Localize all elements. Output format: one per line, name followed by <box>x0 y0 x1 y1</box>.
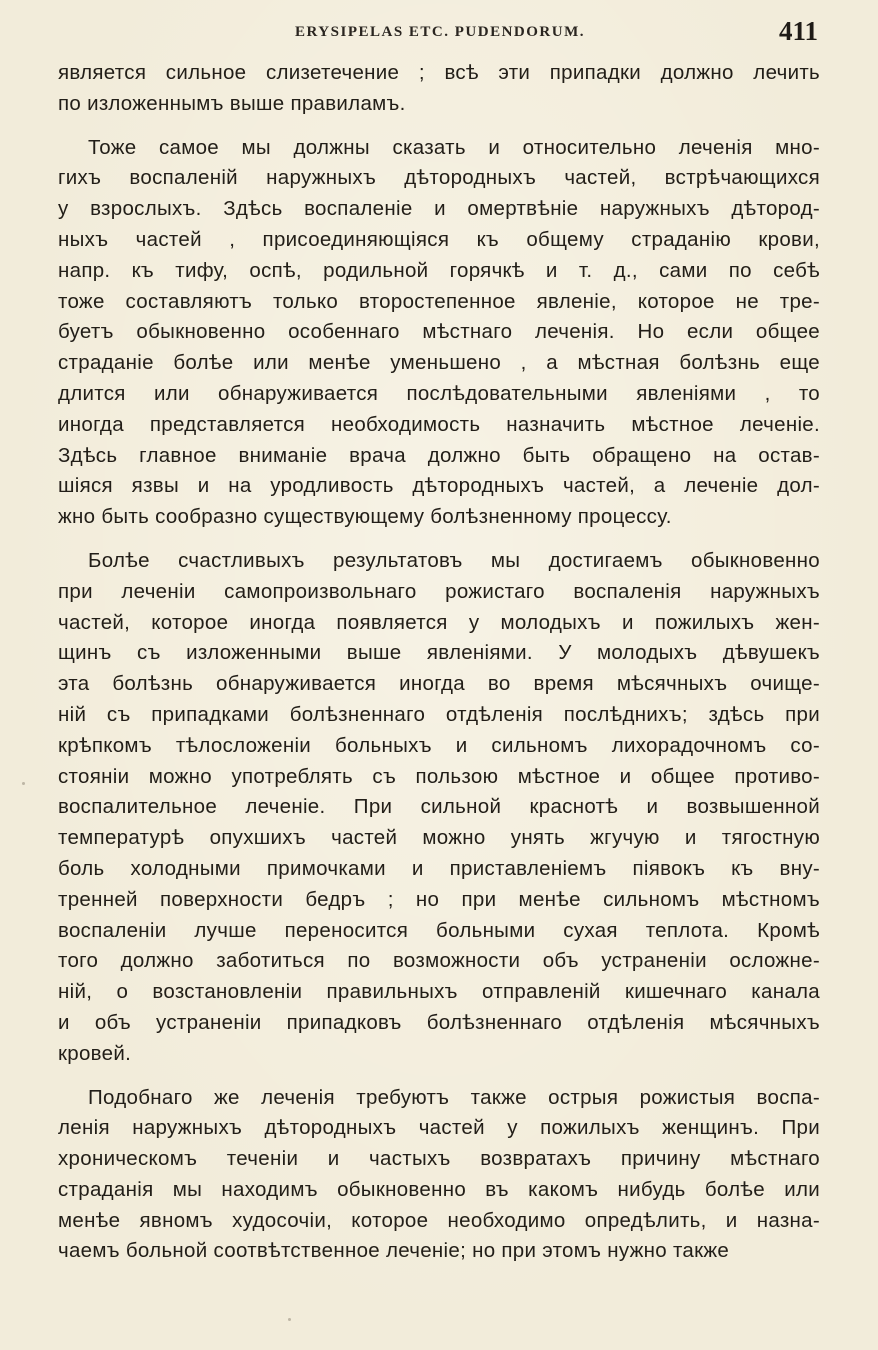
paragraph-gap <box>58 1070 820 1083</box>
text-line: Тоже самое мы должны сказать и относительно леченія мно- <box>88 135 820 159</box>
text-line: по изложеннымъ выше правиламъ. <box>58 91 406 115</box>
paragraph <box>58 58 820 120</box>
text-line: Болѣе счастливыхъ результатовъ мы достигаемъ обыкновенно <box>88 548 820 572</box>
text-line: буетъ обыкновенно особеннаго мѣстнаго леченія. Но если общее <box>58 320 820 344</box>
text-line: чаемъ больной соотвѣтственное леченіе; но при этомъ нужно также <box>58 1239 730 1263</box>
text-line: напр. къ тифу, оспѣ, родильной горячкѣ и т. д., сами по себѣ <box>58 258 820 282</box>
text-line: шіяся язвы и на уродливость дѣтородныхъ частей, а леченіе дол- <box>58 474 820 498</box>
paper-speck <box>288 1318 291 1321</box>
text-line: Подобнаго же леченія требуютъ также острыя рожистыя воспа- <box>88 1085 820 1109</box>
text-line: у взрослыхъ. Здѣсь воспаленіе и омертвѣніе наружныхъ дѣтород- <box>58 197 820 221</box>
page-number: 411 <box>778 16 818 46</box>
body-text <box>58 58 820 1267</box>
text-line: щинъ съ изложенными выше явленіями. У молодыхъ дѣвушекъ <box>58 641 820 665</box>
text-line: жно быть сообразно существующему болѣзненному процессу. <box>58 505 672 529</box>
text-line: Здѣсь главное вниманіе врача должно быть обращено на остав- <box>58 443 820 467</box>
text-line: ній съ припадками болѣзненнаго отдѣленія послѣднихъ; здѣсь при <box>58 702 820 726</box>
paragraph-gap <box>58 120 820 133</box>
text-line: воспаленіи лучше переносится больными сухая теплота. Кромѣ <box>58 918 820 942</box>
text-line: ныхъ частей , присоединяющіяся къ общему страданію крови, <box>58 227 820 251</box>
text-line: гихъ воспаленій наружныхъ дѣтородныхъ частей, встрѣчающихся <box>58 166 820 190</box>
text-line: кровей. <box>58 1041 132 1065</box>
text-line: крѣпкомъ тѣлосложеніи больныхъ и сильномъ лихорадочномъ со- <box>58 733 820 757</box>
paragraph <box>58 133 820 533</box>
text-line: эта болѣзнь обнаруживается иногда во время мѣсячныхъ очище- <box>58 672 820 696</box>
text-line: боль холодными примочками и приставленіемъ піявокъ къ вну- <box>58 856 820 880</box>
text-line: и объ устраненіи припадковъ болѣзненнаго отдѣленія мѣсячныхъ <box>58 1010 820 1034</box>
text-line: частей, которое иногда появляется у молодыхъ и пожилыхъ жен- <box>58 610 820 634</box>
text-line: длится или обнаруживается послѣдовательными явленіями , то <box>58 381 820 405</box>
text-line: ленія наружныхъ дѣтородныхъ частей у пожилыхъ женщинъ. При <box>58 1116 820 1140</box>
text-line: страданія мы находимъ обыкновенно въ какомъ нибудь болѣе или <box>58 1177 820 1201</box>
text-line: хроническомъ теченіи и частыхъ возвратахъ причину мѣстнаго <box>58 1147 820 1171</box>
text-line: является сильное слизетечение ; всѣ эти припадки должно лечить <box>58 61 820 84</box>
text-line: воспалительное леченіе. При сильной краснотѣ и возвышенной <box>58 795 820 819</box>
text-line: стояніи можно употреблять съ пользою мѣстное и общее противо- <box>58 764 820 788</box>
text-line: ній, о возстановленіи правильныхъ отправленій кишечнаго канала <box>58 980 820 1004</box>
text-line: тоже составляютъ только второстепенное явленіе, которое не тре- <box>58 289 820 313</box>
page-header <box>56 14 824 48</box>
paper-speck <box>22 782 25 785</box>
text-line: страданіе болѣе или менѣе уменьшено , а мѣстная болѣзнь еще <box>58 351 820 375</box>
text-line: тренней поверхности бедръ ; но при менѣе сильномъ мѣстномъ <box>58 887 820 911</box>
paragraph <box>58 1083 820 1268</box>
paragraph-gap <box>58 533 820 546</box>
text-line: иногда представляется необходимость назначить мѣстное леченіе. <box>58 412 820 436</box>
text-line: менѣе явномъ худосочіи, которое необходимо опредѣлить, и назна- <box>58 1208 820 1232</box>
text-line: температурѣ опухшихъ частей можно унять жгучую и тягостную <box>58 826 820 850</box>
running-head: ERYSIPELAS ETC. PUDENDORUM. <box>295 24 585 40</box>
paragraph <box>58 546 820 1070</box>
text-line: при леченіи самопроизвольнаго рожистаго воспаленія наружныхъ <box>58 579 820 603</box>
text-line: того должно заботиться по возможности объ устраненіи осложне- <box>58 949 820 973</box>
